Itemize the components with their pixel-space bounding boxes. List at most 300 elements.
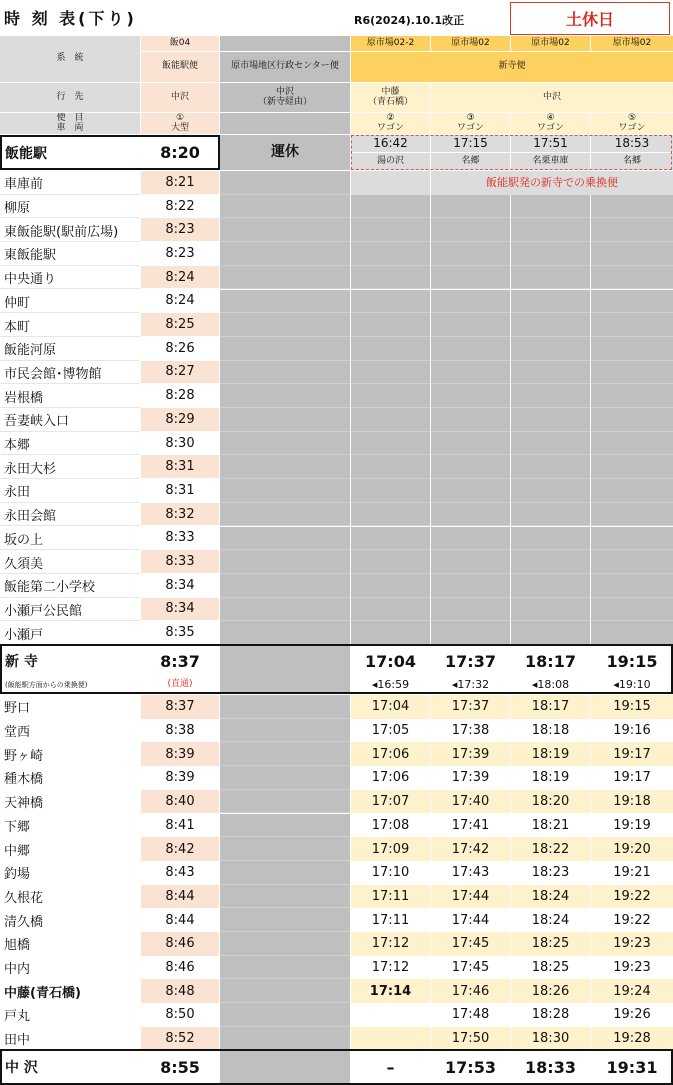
- stop-time-col5: 18:20: [511, 790, 590, 814]
- stop-name: 車庫前: [4, 177, 44, 193]
- col2-empty: [220, 218, 350, 242]
- stop-time-col3: 17:12: [351, 932, 430, 956]
- col2-empty: [220, 837, 350, 861]
- stop-time-col6: 19:24: [591, 979, 673, 1003]
- col1-destination: 中沢: [141, 83, 219, 112]
- empty-cell: [351, 479, 430, 503]
- empty-cell: [431, 598, 510, 622]
- stop-time-col4: 17:38: [451, 723, 490, 739]
- stop-name: 永田大杉: [4, 461, 57, 477]
- stop-name: 本町: [4, 319, 31, 335]
- empty-cell: [351, 408, 430, 432]
- empty-cell: [511, 195, 590, 219]
- stop-name: 岩根橋: [4, 390, 44, 406]
- empty-cell: [351, 550, 430, 574]
- stop-time: 8:37: [141, 695, 219, 719]
- col2-empty: [220, 790, 350, 814]
- stop-name: 飯能第二小学校: [4, 580, 96, 596]
- col3-trip: [351, 113, 430, 134]
- empty-cell: [431, 384, 510, 408]
- col2-empty: [220, 574, 350, 598]
- stop-time: 8:24: [141, 290, 219, 314]
- col2-empty: [220, 979, 350, 1003]
- empty-cell: [511, 503, 590, 527]
- terminal-time-col6: 19:31: [606, 1057, 658, 1077]
- stop-time-col4: 17:37: [431, 695, 510, 719]
- stop-time-col3: 17:04: [351, 695, 430, 719]
- stop-time-col4: 17:41: [451, 817, 490, 833]
- stop-name: 柳原: [4, 201, 31, 217]
- empty-cell: [511, 266, 590, 290]
- shinji-through-note: (直通): [167, 679, 193, 690]
- shinji-route-name: 新寺便: [351, 52, 673, 82]
- col5-vehicle: ワゴン: [536, 122, 564, 133]
- col2-empty: [220, 313, 350, 337]
- stop-time-col3: 17:12: [371, 960, 410, 976]
- empty-cell: [591, 361, 673, 385]
- stop-time: 8:39: [141, 742, 219, 766]
- empty-cell: [591, 455, 673, 479]
- empty-cell: [431, 195, 510, 219]
- stop-time: 8:39: [165, 770, 195, 786]
- empty-cell: [431, 455, 510, 479]
- empty-cell: [431, 432, 510, 456]
- col2-suspended: 運休: [220, 135, 350, 170]
- stop-time-col4: 17:43: [451, 865, 490, 881]
- stop-time: 8:21: [141, 171, 219, 195]
- shinji-stop-name: 新 寺: [5, 654, 38, 670]
- stop-name: 下郷: [4, 819, 31, 835]
- col2-empty: [220, 361, 350, 385]
- shinji-arrival-col4: ◂17:32: [451, 678, 490, 691]
- col2-empty: [220, 550, 350, 574]
- empty-cell: [591, 408, 673, 432]
- trip-label: 便 目: [56, 113, 84, 123]
- empty-cell: [351, 361, 430, 385]
- terminal-stop-name: 中 沢: [5, 1060, 38, 1076]
- col2-empty: [220, 337, 350, 361]
- stop-time: 8:32: [141, 503, 219, 527]
- shinji-time: 8:37: [160, 651, 200, 671]
- stop-time: 8:22: [141, 195, 219, 219]
- stop-time-col6: 19:23: [591, 932, 673, 956]
- empty-cell: [591, 598, 673, 622]
- stop-name: 小瀬戸: [4, 627, 44, 643]
- stop-time-col4: 17:44: [451, 912, 490, 928]
- stop-time-col6: 19:22: [613, 912, 651, 928]
- terminal-time: 8:55: [160, 1057, 200, 1077]
- col2-empty: [220, 861, 350, 885]
- stop-time: 8:34: [141, 598, 219, 622]
- stop-time-col5: 18:19: [531, 770, 570, 786]
- stop-name: 中郷: [4, 843, 31, 859]
- stop-time: 8:35: [141, 621, 219, 645]
- empty-cell: [511, 432, 590, 456]
- empty-cell: [351, 621, 430, 645]
- empty-cell: [591, 432, 673, 456]
- stop-time: 8:40: [141, 790, 219, 814]
- stop-time: 8:29: [141, 408, 219, 432]
- col2-empty: [220, 1027, 350, 1051]
- stop-time-col3: 17:11: [371, 912, 410, 928]
- stop-name: 堂西: [4, 725, 31, 741]
- empty-cell: [351, 432, 430, 456]
- col4-trip-no: ③: [466, 113, 475, 123]
- col6-trip-no: ⑤: [627, 113, 637, 123]
- stop-time-col3: 17:06: [371, 770, 410, 786]
- stop-time-col4: 17:50: [431, 1027, 510, 1051]
- col6-vehicle: ワゴン: [618, 122, 646, 133]
- stop-time: 8:50: [165, 1007, 195, 1023]
- stop-time-col5: 18:24: [511, 885, 590, 909]
- shinji-arrival-col5: ◂18:08: [531, 678, 570, 691]
- destination-label: 行 先: [0, 83, 140, 112]
- stop-time-col5: 18:22: [511, 837, 590, 861]
- stop-time: 8:23: [141, 218, 219, 242]
- col2-empty: [220, 503, 350, 527]
- empty-cell: [591, 195, 673, 219]
- col4-route-no: 原市場02: [431, 36, 510, 51]
- empty-cell: [351, 574, 430, 598]
- col2-empty: [220, 908, 350, 932]
- origin-from-col6: 名郷: [591, 153, 673, 170]
- empty-cell: [431, 313, 510, 337]
- stop-time-col5: 18:19: [511, 742, 590, 766]
- col2-trip: [220, 113, 350, 134]
- stop-name: 本郷: [4, 438, 31, 454]
- empty-cell: [511, 408, 590, 432]
- stop-time: 8:33: [141, 527, 219, 551]
- empty-cell: [351, 313, 430, 337]
- shinji-time-col3: 17:04: [365, 651, 416, 671]
- shinji-time-col6: 19:15: [606, 651, 658, 671]
- stop-name: 戸丸: [4, 1009, 31, 1025]
- col2-empty: [220, 195, 350, 219]
- stop-time: 8:23: [141, 242, 219, 266]
- empty-cell: [431, 266, 510, 290]
- stop-time-col5: 18:24: [531, 912, 570, 928]
- stop-time-col3: 17:08: [371, 817, 410, 833]
- stop-time-col4: 17:48: [451, 1007, 490, 1023]
- stop-name: 釣場: [4, 867, 31, 883]
- empty-cell: [351, 598, 430, 622]
- origin-time-col6: 18:53: [591, 135, 673, 152]
- stop-time: 8:31: [141, 455, 219, 479]
- shinji-time-col5: 18:17: [525, 651, 576, 671]
- col2-empty: [220, 932, 350, 956]
- stop-name: 野口: [4, 701, 31, 717]
- col3-destination: 中藤 （青石橋）: [351, 83, 430, 112]
- day-type-badge: 土休日: [510, 2, 670, 35]
- shinji-arrival-col6: ◂19:10: [613, 678, 651, 691]
- stop-time: 8:27: [141, 361, 219, 385]
- col4-6-destination: 中沢: [431, 83, 673, 112]
- stop-time-col3: 17:10: [371, 865, 410, 881]
- stop-time-col4: 17:45: [431, 932, 510, 956]
- col2-empty: [220, 814, 350, 838]
- origin-time-col5: 17:51: [511, 135, 590, 152]
- stop-name: 中藤(青石橋): [4, 985, 81, 1001]
- shinji-time-col4: 17:37: [445, 651, 496, 671]
- empty-cell: [431, 361, 510, 385]
- col1-trip-no: ①: [175, 113, 185, 123]
- empty-cell: [591, 337, 673, 361]
- empty-cell: [431, 479, 510, 503]
- stop-time-col6: 19:17: [591, 742, 673, 766]
- stop-time: 8:46: [141, 932, 219, 956]
- col4-vehicle: ワゴン: [456, 122, 484, 133]
- col2-empty: [220, 742, 350, 766]
- empty-cell: [511, 455, 590, 479]
- col1-vehicle: 大型: [170, 122, 189, 133]
- empty-cell: [351, 384, 430, 408]
- stop-time-col6: 19:28: [591, 1027, 673, 1051]
- empty-cell: [431, 218, 510, 242]
- stop-time-col6: 19:15: [591, 695, 673, 719]
- col2-empty: [220, 766, 350, 790]
- trip-vehicle-label: [0, 113, 140, 134]
- empty-cell: [431, 550, 510, 574]
- empty-cell: [511, 550, 590, 574]
- col2-empty: [220, 527, 350, 551]
- stop-time-col5: 18:21: [531, 817, 570, 833]
- col5-trip: [511, 113, 590, 134]
- col3-route-no: 原市場02-2: [351, 36, 430, 51]
- stop-name: 永田: [4, 485, 31, 501]
- stop-name: 中央通り: [4, 272, 57, 288]
- stop-time: 8:30: [141, 432, 219, 456]
- col2-terminal: [220, 1051, 350, 1083]
- stop-time-col4: 17:42: [431, 837, 510, 861]
- stop-time: 8:26: [141, 337, 219, 361]
- route-label: 系 統: [0, 36, 140, 82]
- stop-name: 清久橋: [4, 914, 44, 930]
- stop-time-col5: 18:25: [511, 932, 590, 956]
- stop-time-col5: 18:30: [511, 1027, 590, 1051]
- stop-time-col3: [351, 1003, 430, 1027]
- col2-route-name: 原市場地区行政センター便: [220, 52, 350, 82]
- col2-empty: [220, 384, 350, 408]
- stop-name: 久根花: [4, 890, 44, 906]
- empty-cell: [351, 218, 430, 242]
- stop-time-col4: 17:44: [431, 885, 510, 909]
- shinji-note: (飯能駅方面からの乗換便): [5, 681, 88, 689]
- stop-time: 8:44: [165, 912, 195, 928]
- empty-cell: [351, 455, 430, 479]
- empty-cell: [591, 218, 673, 242]
- stop-name: 吾妻峡入口: [4, 414, 70, 430]
- col2-empty: [220, 598, 350, 622]
- stop-name: 仲町: [4, 295, 31, 311]
- stop-name: 中内: [4, 962, 31, 978]
- col2-empty: [220, 266, 350, 290]
- empty-cell: [431, 408, 510, 432]
- empty-cell: [511, 527, 590, 551]
- empty-cell: [511, 479, 590, 503]
- empty-cell: [591, 479, 673, 503]
- col4-trip: [431, 113, 510, 134]
- revision-date: R6(2024).10.1改正: [354, 14, 465, 27]
- page-title: 時 刻 表(下り): [4, 9, 137, 28]
- empty-cell: [431, 574, 510, 598]
- col2-empty: [220, 290, 350, 314]
- stop-name: 野ヶ崎: [4, 748, 44, 764]
- stop-time-col6: 19:23: [613, 960, 651, 976]
- stop-time-col3: 17:14: [351, 979, 430, 1003]
- col2-empty: [220, 171, 350, 195]
- col6-route-no: 原市場02: [591, 36, 673, 51]
- origin-time-col3: 16:42: [351, 135, 430, 152]
- terminal-time-col4: 17:53: [445, 1057, 496, 1077]
- empty-cell: [351, 242, 430, 266]
- empty-cell: [351, 290, 430, 314]
- empty-cell: [431, 337, 510, 361]
- empty-cell: [431, 242, 510, 266]
- empty-cell: [351, 266, 430, 290]
- col2-empty: [220, 242, 350, 266]
- stop-name: 東飯能駅: [4, 248, 57, 264]
- stop-time: 8:48: [141, 979, 219, 1003]
- stop-time: 8:46: [165, 960, 195, 976]
- stop-time-col6: 19:17: [613, 770, 651, 786]
- stop-time: 8:44: [141, 885, 219, 909]
- stop-time-col6: 19:19: [613, 817, 651, 833]
- stop-time-col5: 18:17: [511, 695, 590, 719]
- empty-cell: [511, 621, 590, 645]
- col2-empty: [220, 621, 350, 645]
- stop-time-col4: 17:39: [451, 770, 490, 786]
- stop-name: 東飯能駅(駅前広場): [4, 224, 119, 240]
- col2-empty: [220, 719, 350, 743]
- empty-cell: [351, 337, 430, 361]
- col1-route-no: 飯04: [141, 36, 219, 51]
- stop-time: 8:52: [141, 1027, 219, 1051]
- stop-name: 飯能河原: [4, 343, 57, 359]
- stop-time: 8:42: [141, 837, 219, 861]
- col3-empty: [351, 171, 430, 195]
- empty-cell: [591, 574, 673, 598]
- stop-time-col5: 18:18: [531, 723, 570, 739]
- stop-name: 田中: [4, 1033, 31, 1049]
- empty-cell: [511, 337, 590, 361]
- terminal-time-col5: 18:33: [525, 1057, 576, 1077]
- stop-time: 8:41: [165, 817, 195, 833]
- empty-cell: [431, 527, 510, 551]
- stop-time: 8:28: [141, 384, 219, 408]
- stop-time-col6: 19:21: [613, 865, 651, 881]
- empty-cell: [351, 195, 430, 219]
- empty-cell: [591, 621, 673, 645]
- stop-time: 8:38: [165, 723, 195, 739]
- stop-time-col6: 19:22: [591, 885, 673, 909]
- empty-cell: [591, 527, 673, 551]
- col2-empty: [220, 455, 350, 479]
- stop-time-col5: 18:23: [531, 865, 570, 881]
- stop-name: 市民会館･博物館: [4, 366, 102, 382]
- empty-cell: [511, 598, 590, 622]
- stop-name: 小瀬戸公民館: [4, 603, 83, 619]
- empty-cell: [511, 361, 590, 385]
- stop-name: 天神橋: [4, 796, 44, 812]
- stop-name: 旭橋: [4, 938, 31, 954]
- empty-cell: [511, 218, 590, 242]
- col2-empty: [220, 695, 350, 719]
- origin-stop-name: 飯能駅: [5, 145, 47, 162]
- col5-trip-no: ④: [546, 113, 555, 123]
- stop-time-col3: 17:11: [351, 885, 430, 909]
- stop-time-col6: 19:20: [591, 837, 673, 861]
- stop-name: 永田会館: [4, 509, 57, 525]
- stop-time-col3: 17:06: [351, 742, 430, 766]
- shinji-arrival-col3: ◂16:59: [371, 678, 410, 691]
- empty-cell: [511, 290, 590, 314]
- stop-time-col3: [351, 1027, 430, 1051]
- empty-cell: [431, 621, 510, 645]
- stop-time-col3: 17:05: [371, 723, 410, 739]
- col2-empty: [220, 1003, 350, 1027]
- stop-time-col4: 17:40: [431, 790, 510, 814]
- stop-name: 種木橋: [4, 772, 44, 788]
- col5-route-no: 原市場02: [511, 36, 590, 51]
- empty-cell: [591, 550, 673, 574]
- col2-empty: [220, 885, 350, 909]
- stop-time-col4: 17:46: [431, 979, 510, 1003]
- stop-time-col3: 17:09: [351, 837, 430, 861]
- empty-cell: [591, 503, 673, 527]
- origin-from-col4: 名郷: [431, 153, 510, 170]
- empty-cell: [591, 313, 673, 337]
- stop-time-col5: 18:28: [531, 1007, 570, 1023]
- empty-cell: [511, 384, 590, 408]
- col2-empty: [220, 432, 350, 456]
- empty-cell: [431, 503, 510, 527]
- col2-empty: [220, 408, 350, 432]
- stop-time-col6: 19:16: [613, 723, 651, 739]
- stop-time: 8:24: [141, 266, 219, 290]
- empty-cell: [511, 574, 590, 598]
- empty-cell: [591, 242, 673, 266]
- empty-cell: [351, 527, 430, 551]
- col2-route-no: [220, 36, 350, 51]
- stop-name: 坂の上: [4, 532, 44, 548]
- stop-time-col4: 17:39: [431, 742, 510, 766]
- terminal-time-col3: –: [386, 1057, 395, 1077]
- stop-time-col6: 19:26: [613, 1007, 651, 1023]
- col1-route-name: 飯能駅便: [141, 52, 219, 82]
- transfer-note: 飯能駅発の新寺での乗換便: [431, 171, 673, 195]
- stop-time-col4: 17:45: [451, 960, 490, 976]
- empty-cell: [511, 242, 590, 266]
- stop-time-col5: 18:26: [511, 979, 590, 1003]
- transfer-dashed-box: [351, 135, 672, 170]
- stop-time: 8:43: [165, 865, 195, 881]
- empty-cell: [591, 290, 673, 314]
- origin-from-col3: 湯の沢: [351, 153, 430, 170]
- col1-trip: [141, 113, 219, 134]
- col2-empty: [220, 956, 350, 980]
- origin-from-col5: 名栗車庫: [511, 153, 590, 170]
- stop-time: 8:25: [141, 313, 219, 337]
- empty-cell: [591, 266, 673, 290]
- stop-time-col3: 17:07: [351, 790, 430, 814]
- stop-time: 8:34: [141, 574, 219, 598]
- vehicle-label: 車 両: [56, 122, 84, 133]
- stop-time: 8:31: [141, 479, 219, 503]
- stop-name: 久須美: [4, 556, 44, 572]
- col3-trip-no: ②: [386, 113, 395, 123]
- col6-trip: [591, 113, 673, 134]
- origin-time-col4: 17:15: [431, 135, 510, 152]
